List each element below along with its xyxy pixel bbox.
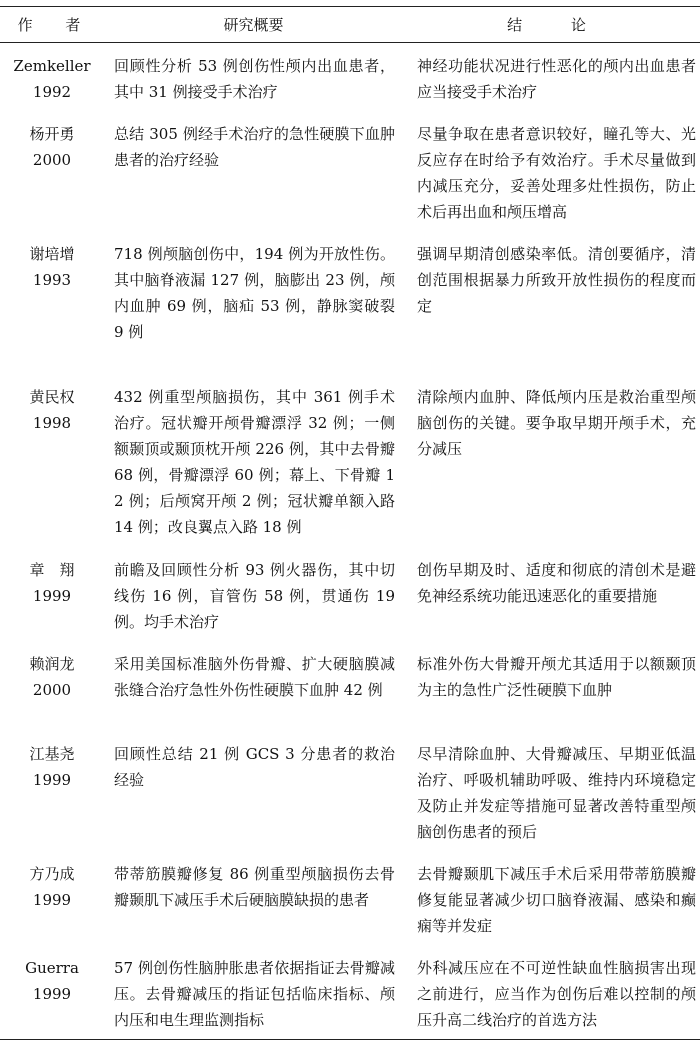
table-row xyxy=(0,231,700,374)
table-row xyxy=(0,374,700,547)
author-year: 1999 xyxy=(32,587,72,605)
author-cell xyxy=(0,111,104,231)
table-body xyxy=(0,43,700,1040)
conclusion-cell: 创伤早期及时、适度和彻底的清创术是避免神经系统功能迅速恶化的重要措施 xyxy=(417,561,696,605)
author-cell xyxy=(0,231,104,374)
table-row xyxy=(0,851,700,945)
summary-cell: 回顾性分析 53 例创伤性颅内出血患者，其中 31 例接受手术治疗 xyxy=(114,57,395,101)
conclusion-cell: 清除颅内血肿、降低颅内压是救治重型颅脑创伤的关键。要争取早期开颅手术，充分减压 xyxy=(417,388,696,458)
author-cell xyxy=(0,547,104,641)
author-year: 1999 xyxy=(32,891,72,909)
author-year: 1993 xyxy=(32,271,72,289)
author-cell xyxy=(0,945,104,1040)
table-row xyxy=(0,43,700,112)
table-row xyxy=(0,641,700,731)
author-cell xyxy=(0,731,104,851)
author-year: 1992 xyxy=(32,83,72,101)
summary-cell: 回顾性总结 21 例 GCS 3 分患者的救治经验 xyxy=(114,745,395,789)
conclusion-cell: 尽量争取在患者意识较好，瞳孔等大、光反应存在时给予有效治疗。手术尽量做到内减压充分，妥善处理多灶性损伤，防止术后再出血和颅压增高 xyxy=(417,125,696,221)
conclusion-cell: 去骨瓣颞肌下减压手术后采用带蒂筋膜瓣修复能显著减少切口脑脊液漏、感染和癫痫等并发症 xyxy=(417,865,696,935)
author-year: 1999 xyxy=(32,985,72,1003)
conclusion-cell: 神经功能状况进行性恶化的颅内出血患者应当接受手术治疗 xyxy=(417,57,696,101)
author-cell xyxy=(0,641,104,731)
literature-table xyxy=(0,6,700,1040)
table-header xyxy=(0,7,700,43)
header-conclusion: 结 论 xyxy=(403,7,700,43)
summary-cell: 总结 305 例经手术治疗的急性硬膜下血肿患者的治疗经验 xyxy=(114,125,395,169)
author-name: 江基尧 xyxy=(29,745,75,763)
author-name: 杨开勇 xyxy=(29,125,75,143)
conclusion-cell: 强调早期清创感染率低。清创要循序，清创范围根据暴力所致开放性损伤的程度而定 xyxy=(417,245,696,315)
table-row xyxy=(0,111,700,231)
author-name: 黄民权 xyxy=(29,388,75,406)
header-summary: 研究概要 xyxy=(104,7,403,43)
author-year: 1999 xyxy=(32,771,72,789)
table-row xyxy=(0,731,700,851)
conclusion-cell: 外科减压应在不可逆性缺血性脑损害出现之前进行，应当作为创伤后难以控制的颅压升高二线治疗的首选方法 xyxy=(403,945,700,1040)
table-row xyxy=(0,547,700,641)
author-name: 赖润龙 xyxy=(29,655,75,673)
author-name: Guerra xyxy=(25,959,79,977)
summary-cell: 432 例重型颅脑损伤，其中 361 例手术治疗。冠状瓣开颅骨瓣漂浮 32 例；一侧额颞顶或颞顶枕开颅 226 例，其中去骨瓣 68 例，骨瓣漂浮 60 例；幕上、下骨瓣 12 例；后颅窝开颅 2 例；冠状瓣单额入路 14 例；改良翼点入路 18 例 xyxy=(114,388,395,536)
author-name: 谢培增 xyxy=(29,245,75,263)
author-name: 章 翔 xyxy=(29,561,75,579)
header-author: 作 者 xyxy=(0,7,104,43)
summary-cell: 采用美国标准脑外伤骨瓣、扩大硬脑膜减张缝合治疗急性外伤性硬膜下血肿 42 例 xyxy=(114,655,395,699)
summary-cell: 带蒂筋膜瓣修复 86 例重型颅脑损伤去骨瓣颞肌下减压手术后硬脑膜缺损的患者 xyxy=(114,865,395,909)
conclusion-cell: 标准外伤大骨瓣开颅尤其适用于以额颞顶为主的急性广泛性硬膜下血肿 xyxy=(417,655,696,699)
conclusion-cell: 尽早清除血肿、大骨瓣减压、早期亚低温治疗、呼吸机辅助呼吸、维持内环境稳定及防止并发症等措施可显著改善特重型颅脑创伤患者的预后 xyxy=(417,745,696,841)
author-year: 2000 xyxy=(32,151,72,169)
summary-cell: 前瞻及回顾性分析 93 例火器伤，其中切线伤 16 例，盲管伤 58 例，贯通伤 19 例。均手术治疗 xyxy=(114,561,395,631)
author-year: 2000 xyxy=(32,681,72,699)
summary-cell: 57 例创伤性脑肿胀患者依据指证去骨瓣减压。去骨瓣减压的指证包括临床指标、颅内压和电生理监测指标 xyxy=(104,945,403,1040)
table-row xyxy=(0,945,700,1040)
author-name: Zemkeller xyxy=(13,57,91,75)
author-name: 方乃成 xyxy=(29,865,75,883)
author-cell xyxy=(0,43,104,112)
author-cell xyxy=(0,374,104,547)
header-row xyxy=(0,7,700,43)
author-year: 1998 xyxy=(32,414,72,432)
summary-cell: 718 例颅脑创伤中，194 例为开放性伤。其中脑脊液漏 127 例，脑膨出 23 例，颅内血肿 69 例，脑疝 53 例，静脉窦破裂 9 例 xyxy=(114,245,395,341)
author-cell xyxy=(0,851,104,945)
